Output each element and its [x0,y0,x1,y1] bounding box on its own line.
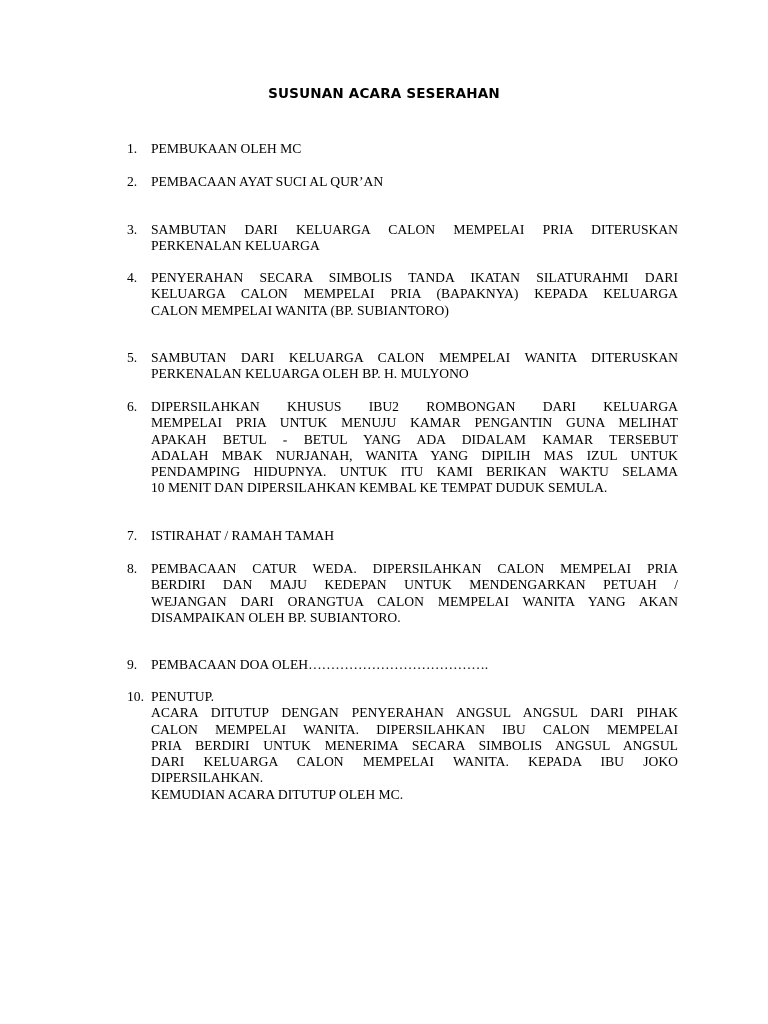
agenda-item-4 [127,270,678,319]
item-text: PEMBACAAN AYAT SUCI AL QUR’AN [151,174,384,189]
item-text-line: 10 MENIT DAN DIPERSILAHKAN KEMBAL KE TEMPAT DUDUK SEMULA. [151,480,608,496]
item-text-line: BERDIRI DAN MAJU KEDEPAN UNTUK MENDENGARKAN PETUAH / [151,577,678,593]
agenda-item-6 [127,399,678,497]
item-text-line: PENDAMPING HIDUPNYA. UNTUK ITU KAMI BERIKAN WAKTU SELAMA [151,464,678,480]
item-text-line: PERKENALAN KELUARGA OLEH BP. H. MULYONO [151,366,469,382]
item-text-line: DIPERSILAHKAN KHUSUS IBU2 ROMBONGAN DARI KELUARGA [151,399,678,414]
agenda-item-1 [127,141,678,157]
item-number: 4. [127,270,138,285]
item-text-line: KEMUDIAN ACARA DITUTUP OLEH MC. [151,786,404,802]
item-text-line: MEMPELAI PRIA UNTUK MENUJU KAMAR PENGANTIN GUNA MELIHAT [151,415,678,431]
item-text-line: PENYERAHAN SECARA SIMBOLIS TANDA IKATAN SILATURAHMI DARI [151,270,678,285]
item-text-line: PEMBACAAN CATUR WEDA. DIPERSILAHKAN CALON MEMPELAI PRIA [151,561,678,576]
agenda-item-10 [127,689,678,803]
item-text-line: PRIA BERDIRI UNTUK MENERIMA SECARA SIMBOLIS ANGSUL ANGSUL [151,737,678,753]
item-number: 10. [127,689,144,704]
item-text-line: ADALAH MBAK NURJANAH, WANITA YANG DIPILIH MAS IZUL UNTUK [151,447,678,463]
item-number: 2. [127,174,138,189]
item-text: ISTIRAHAT / RAMAH TAMAH [151,528,335,543]
item-number: 5. [127,350,138,365]
item-text-line: PERKENALAN KELUARGA [151,238,320,254]
agenda-item-3 [127,222,678,255]
item-text-line: CALON MEMPELAI WANITA (BP. SUBIANTORO) [151,302,449,318]
agenda-item-5 [127,350,678,383]
item-text-line: KELUARGA CALON MEMPELAI PRIA (BAPAKNYA) KEPADA KELUARGA [151,286,678,302]
item-text-line: SAMBUTAN DARI KELUARGA CALON MEMPELAI PRIA DITERUSKAN [151,222,678,237]
item-text-line: APAKAH BETUL - BETUL YANG ADA DIDALAM KAMAR TERSEBUT [151,431,678,447]
agenda-item-7 [127,528,678,544]
item-number: 9. [127,657,138,672]
item-text-line: DISAMPAIKAN OLEH BP. SUBIANTORO. [151,609,401,625]
item-text-line: ACARA DITUTUP DENGAN PENYERAHAN ANGSUL ANGSUL DARI PIHAK [151,705,678,721]
item-text-line: DARI KELUARGA CALON MEMPELAI WANITA. KEPADA IBU JOKO [151,754,678,770]
item-text-line: DIPERSILAHKAN. [151,770,264,786]
agenda-item-9 [127,657,678,673]
item-text-line: CALON MEMPELAI WANITA. DIPERSILAHKAN IBU CALON MEMPELAI [151,721,678,737]
item-text: PEMBUKAAN OLEH MC [151,141,302,156]
item-number: 8. [127,561,138,576]
item-number: 7. [127,528,138,543]
agenda-item-8 [127,561,678,626]
item-text-line: WEJANGAN DARI ORANGTUA CALON MEMPELAI WANITA YANG AKAN [151,593,678,609]
item-number: 1. [127,141,138,156]
item-text-line: SAMBUTAN DARI KELUARGA CALON MEMPELAI WANITA DITERUSKAN [151,350,678,365]
item-number: 3. [127,222,138,237]
item-text: PEMBACAAN DOA OLEH…………………………………. [151,657,489,672]
document-title: SUSUNAN ACARA SESERAHAN [268,86,500,102]
item-text-line: PENUTUP. [151,689,215,704]
item-number: 6. [127,399,138,414]
agenda-item-2 [127,174,678,190]
